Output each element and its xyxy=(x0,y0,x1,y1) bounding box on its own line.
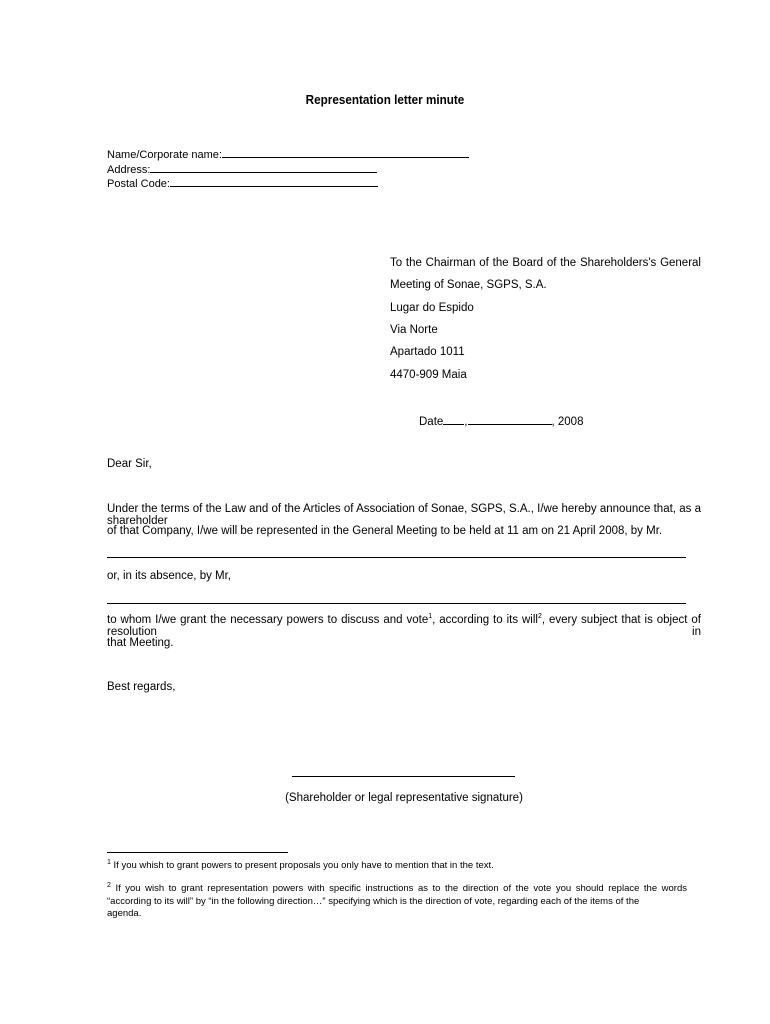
date-separator: , xyxy=(464,416,468,428)
recipient-line-1: To the Chairman of the Board of the Shareholders's General xyxy=(390,257,701,269)
footnote-separator xyxy=(107,852,288,853)
footnote-1-number: 1 xyxy=(107,858,111,866)
recipient-line-2: Meeting of Sonae, SGPS, S.A. xyxy=(390,279,547,291)
footnote-2-number: 2 xyxy=(107,881,111,889)
date-row xyxy=(419,413,583,428)
postal-code-field-row xyxy=(107,175,378,190)
date-year: , 2008 xyxy=(551,416,584,428)
body-paragraph-2-line-1 xyxy=(107,614,701,638)
will-text: , according to its will xyxy=(432,614,538,626)
name-field-line[interactable] xyxy=(222,146,469,158)
powers-text: to whom I/we grant the necessary powers to discuss and vote xyxy=(107,614,429,626)
name-field-row xyxy=(107,146,469,161)
footnote-1 xyxy=(107,860,494,871)
signature-caption: (Shareholder or legal representative signature) xyxy=(285,792,523,804)
date-month-line[interactable] xyxy=(468,413,552,425)
footnote-2-line-1 xyxy=(107,883,687,894)
name-field-label: Name/Corporate name: xyxy=(107,149,222,161)
closing: Best regards, xyxy=(107,681,176,693)
recipient-line-4: Via Norte xyxy=(390,324,438,336)
recipient-line-3: Lugar do Espido xyxy=(390,302,474,314)
footnote-ref-1: 1 xyxy=(428,613,433,621)
recipient-line-6: 4470-909 Maia xyxy=(390,369,467,381)
address-field-label: Address: xyxy=(107,164,151,176)
footnote-2-line-3: agenda. xyxy=(107,908,142,919)
postal-code-field-label: Postal Code: xyxy=(107,178,170,190)
signature-line[interactable] xyxy=(292,776,515,777)
footnote-2-line-2: “according to its will” by “in the following direction…” specifying which is the direction of vote, regarding each of the items of the xyxy=(107,896,640,907)
date-label: Date xyxy=(419,416,444,428)
salutation: Dear Sir, xyxy=(107,458,152,470)
footnote-2-text-1: If you wish to grant representation powers with specific instructions as to the direction of the vote you should replace the words xyxy=(115,883,687,894)
body-paragraph-1-line-2: of that Company, I/we will be represented in the General Meeting to be held at 11 am on 21 April 2008, by Mr. xyxy=(107,525,663,537)
postal-code-field-line[interactable] xyxy=(170,175,378,187)
footnote-ref-2: 2 xyxy=(537,613,542,621)
address-field-line[interactable] xyxy=(150,161,377,173)
recipient-line-5: Apartado 1011 xyxy=(390,346,465,358)
resolution-text: , every subject that is object of resolution in xyxy=(107,614,701,638)
address-field-row xyxy=(107,161,377,176)
representative-name-line[interactable] xyxy=(107,557,686,558)
absence-text: or, in its absence, by Mr, xyxy=(107,570,232,582)
date-day-line[interactable] xyxy=(443,413,464,425)
alternate-representative-line[interactable] xyxy=(107,603,686,604)
body-paragraph-1-line-1: Under the terms of the Law and of the Articles of Association of Sonae, SGPS, S.A., I/we hereby announce that, as a shareholder xyxy=(107,503,701,527)
page-title: Representation letter minute xyxy=(305,92,465,107)
footnote-1-text: If you whish to grant powers to present proposals you only have to mention that in the text. xyxy=(113,860,494,871)
body-paragraph-2-line-2: that Meeting. xyxy=(107,637,174,649)
